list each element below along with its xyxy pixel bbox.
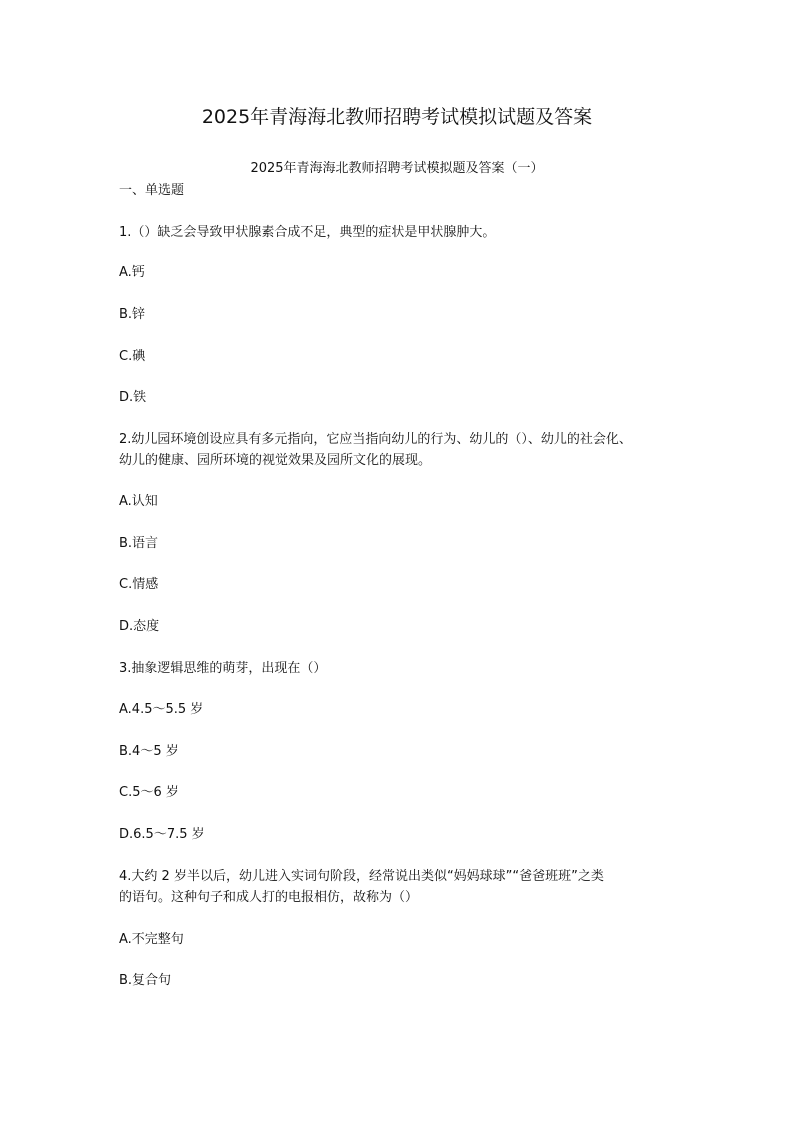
question-4-option-b: B.复合句 <box>119 973 172 988</box>
question-4-stem-line-2: 的语句。这种句子和成人打的电报相仿，故称为（） <box>119 890 419 905</box>
document-title: 2025年青海海北教师招聘考试模拟试题及答案 <box>201 106 593 128</box>
question-3-stem: 3.抽象逻辑思维的萌芽，出现在（） <box>119 661 327 676</box>
question-2-option-b: B.语言 <box>119 536 159 551</box>
question-4-option-a: A.不完整句 <box>119 932 184 947</box>
question-3-option-c: C.5～6 岁 <box>119 785 179 800</box>
question-4-stem-line-1: 4.大约 2 岁半以后，幼儿进入实词句阶段，经常说出类似“妈妈球球”“爸爸班班”之类 <box>119 869 604 884</box>
section-heading: 一、单选题 <box>119 183 185 198</box>
question-3-option-a: A.4.5～5.5 岁 <box>119 702 204 717</box>
document-subtitle: 2025年青海海北教师招聘考试模拟题及答案（一） <box>250 161 544 176</box>
question-2-stem-line-2: 幼儿的健康、园所环境的视觉效果及园所文化的展现。 <box>119 453 432 468</box>
question-2-stem-line-1: 2.幼儿园环境创设应具有多元指向，它应当指向幼儿的行为、幼儿的（）、幼儿的社会化、 <box>119 432 632 447</box>
question-2-option-c: C.情感 <box>119 577 159 592</box>
question-3-option-b: B.4～5 岁 <box>119 744 179 759</box>
question-2-option-a: A.认知 <box>119 494 158 509</box>
question-3-option-d: D.6.5～7.5 岁 <box>119 827 205 842</box>
question-1-option-d: D.铁 <box>119 390 147 405</box>
question-1-stem: 1.（）缺乏会导致甲状腺素合成不足，典型的症状是甲状腺肿大。 <box>119 225 496 240</box>
question-1-option-a: A.钙 <box>119 265 145 280</box>
question-1-option-c: C.碘 <box>119 349 146 364</box>
question-1-option-b: B.锌 <box>119 307 146 322</box>
question-2-option-d: D.态度 <box>119 619 160 634</box>
